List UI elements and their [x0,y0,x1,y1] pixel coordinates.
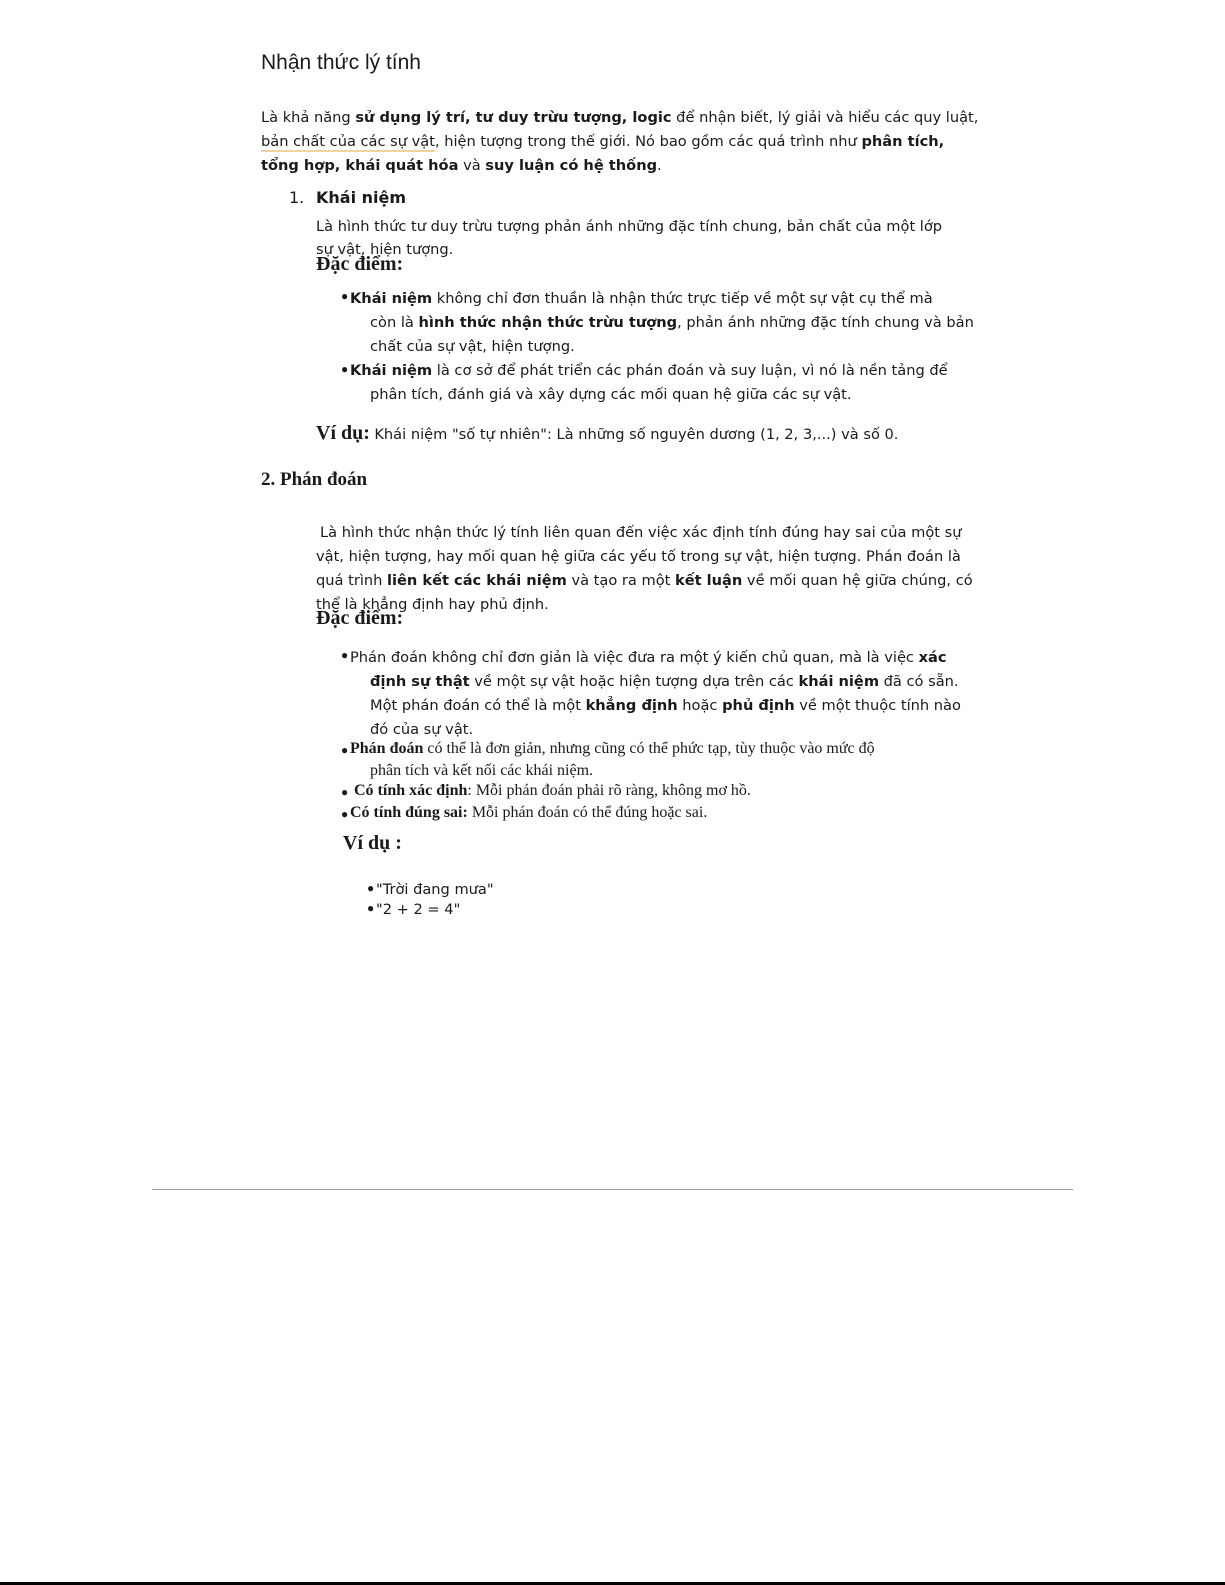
bullet-icon: ● [341,785,349,799]
s2-para-line-4: thể là khẳng định hay phủ định. [316,596,549,613]
section-1-features-heading: Đặc điểm: [316,253,404,275]
intro-line-2: bản chất của các sự vật, hiện tượng trong thế giới. Nó bao gồm các quá trình như phân tích, [261,133,945,150]
intro-line-3: tổng hợp, khái quát hóa và suy luận có hệ thống. [261,157,662,174]
intro-line-1: Là khả năng sử dụng lý trí, tư duy trừu tượng, logic để nhận biết, lý giải và hiểu các quy luật, [261,109,979,126]
s2-bullet-2-line-1: Phán đoán có thể là đơn giản, nhưng cũng có thể phức tạp, tùy thuộc vào mức độ [350,740,875,757]
s1-bullet-2-line-1: Khái niệm là cơ sở để phát triển các phán đoán và suy luận, vì nó là nền tảng để [350,362,948,379]
s1-bullet-2-line-2: phân tích, đánh giá và xây dựng các mối quan hệ giữa các sự vật. [370,386,852,403]
bullet-icon: ● [341,362,349,376]
doc-title: Nhận thức lý tính [261,51,421,74]
s2-example-label: Ví dụ : [343,832,402,854]
bullet-icon: ● [367,881,375,895]
bullet-icon: ● [367,901,375,915]
section-1-heading: Khái niệm [316,188,407,207]
bullet-icon: ● [341,648,349,662]
section-1-desc-1: Là hình thức tư duy trừu tượng phản ánh những đặc tính chung, bản chất của một lớp [316,218,943,235]
s2-bullet-4: Có tính đúng sai: Mỗi phán đoán có thể đúng hoặc sai. [350,804,708,821]
bullet-icon: ● [341,743,349,757]
section-1-number: 1. [289,188,305,207]
page-divider [152,1189,1073,1190]
s2-example-1: "Trời đang mưa" [376,881,494,898]
section-2-heading: 2. Phán đoán [261,469,368,490]
s2-para-line-2: vật, hiện tượng, hay mối quan hệ giữa các yếu tố trong sự vật, hiện tượng. Phán đoán là [316,548,961,565]
s2-bullet-1-line-3: Một phán đoán có thể là một khẳng định hoặc phủ định về một thuộc tính nào [370,697,961,714]
s2-para-line-1: Là hình thức nhận thức lý tính liên quan đến việc xác định tính đúng hay sai của một sự [320,524,962,541]
s2-bullet-1-line-4: đó của sự vật. [370,721,474,738]
s2-bullet-2-line-2: phân tích và kết nối các khái niệm. [370,762,594,779]
s2-para-line-3: quá trình liên kết các khái niệm và tạo ra một kết luận về mối quan hệ giữa chúng, có [316,572,973,589]
s2-bullet-3: Có tính xác định: Mỗi phán đoán phải rõ ràng, không mơ hồ. [354,782,751,799]
s1-bullet-1-line-3: chất của sự vật, hiện tượng. [370,338,575,355]
section-2-features-heading: Đặc điểm: [316,607,404,629]
s1-example: Ví dụ: Khái niệm "số tự nhiên": Là những số nguyên dương (1, 2, 3,...) và số 0. [316,422,899,444]
s1-bullet-1-line-2: còn là hình thức nhận thức trừu tượng, phản ánh những đặc tính chung và bản [370,314,974,331]
bullet-icon: ● [341,289,349,303]
section-1-desc-2: sự vật, hiện tượng. [316,241,454,258]
bullet-icon: ● [341,807,349,821]
s2-bullet-1-line-2: định sự thật về một sự vật hoặc hiện tượng dựa trên các khái niệm đã có sẵn. [370,673,959,690]
s1-bullet-1-line-1: Khái niệm không chỉ đơn thuần là nhận thức trực tiếp về một sự vật cụ thể mà [350,290,933,307]
s2-bullet-1-line-1: Phán đoán không chỉ đơn giản là việc đưa ra một ý kiến chủ quan, mà là việc xác [350,649,947,666]
s2-example-2: "2 + 2 = 4" [376,901,461,918]
